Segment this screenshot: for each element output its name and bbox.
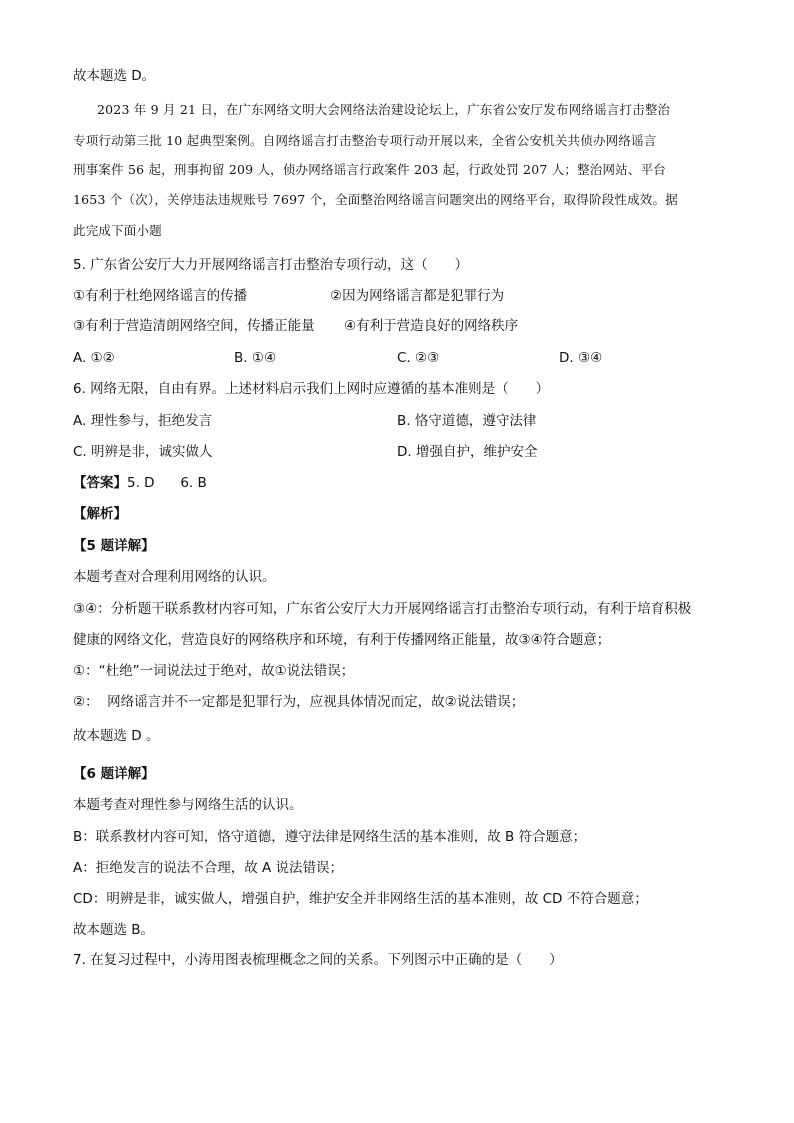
q5-option-b: B. ①④ — [234, 350, 277, 366]
answer-line — [73, 473, 207, 493]
q5-statement-2: ②因为网络谣言都是犯罪行为 — [330, 288, 505, 304]
q5-detail-line-2: ③④：分析题干联系教材内容可知，广东省公安厅大力开展网络谣言打击整治专项行动，有利于培育积极 — [73, 601, 692, 617]
q5-statement-4: ④有利于营造良好的网络秩序 — [344, 318, 519, 334]
answer-text: 5. D 6. B — [127, 475, 207, 491]
prev-conclusion: 故本题选 D。 — [73, 68, 156, 84]
q6-option-a: A. 理性参与，拒绝发言 — [73, 413, 213, 429]
material-line-3: 刑事案件 56 起，刑事拘留 209 人，侦办网络谣言行政案件 203 起，行政处罚 207 人；整治网站、平台 — [73, 162, 666, 177]
material-line-2: 专项行动第三批 10 起典型案例。自网络谣言打击整治专项行动开展以来，全省公安机关共侦办网络谣言 — [73, 133, 657, 148]
q5-statement-1: ①有利于杜绝网络谣言的传播 — [73, 288, 248, 304]
q6-detail-label: 【6 题详解】 — [73, 766, 155, 782]
q6-detail-line-1: 本题考查对理性参与网络生活的认识。 — [73, 797, 303, 813]
q5-statement-3: ③有利于营造清朗网络空间，传播正能量 — [73, 318, 315, 334]
material-line-5: 此完成下面小题 — [73, 223, 162, 238]
q6-detail-line-3: A：拒绝发言的说法不合理，故 A 说法错误； — [73, 860, 344, 876]
q5-detail-line-6: 故本题选 D 。 — [73, 728, 160, 744]
q5-stem: 5. 广东省公安厅大力开展网络谣言打击整治专项行动，这（ ） — [73, 257, 469, 273]
q6-option-b: B. 恪守道德，遵守法律 — [397, 413, 537, 429]
q7-stem: 7. 在复习过程中，小涛用图表梳理概念之间的关系。下列图示中正确的是（ ） — [73, 952, 563, 968]
q6-option-c: C. 明辨是非，诚实做人 — [73, 444, 213, 460]
q5-detail-line-5: ②： 网络谣言并不一定都是犯罪行为，应视具体情况而定，故②说法错误； — [73, 694, 525, 710]
analysis-label: 【解析】 — [73, 506, 127, 522]
q5-option-d: D. ③④ — [559, 350, 603, 366]
q6-stem: 6. 网络无限，自由有界。上述材料启示我们上网时应遵循的基本准则是（ ） — [73, 381, 550, 397]
q5-detail-line-1: 本题考查对合理利用网络的认识。 — [73, 569, 276, 585]
q5-option-c: C. ②③ — [397, 350, 440, 366]
q6-detail-line-4: CD：明辨是非，诚实做人，增强自护，维护安全并非网络生活的基本准则，故 CD 不符合题意； — [73, 891, 648, 907]
q6-detail-line-2: B：联系教材内容可知，恪守道德，遵守法律是网络生活的基本准则，故 B 符合题意； — [73, 829, 587, 845]
q6-detail-line-5: 故本题选 B。 — [73, 922, 155, 938]
q5-detail-line-3: 健康的网络文化，营造良好的网络秩序和环境，有利于传播网络正能量，故③④符合题意； — [73, 632, 611, 648]
q5-option-a: A. ①② — [73, 350, 115, 366]
answer-label: 【答案】 — [73, 475, 127, 491]
material-line-1: 2023 年 9 月 21 日，在广东网络文明大会网络法治建设论坛上，广东省公安厅发布网络谣言打击整治 — [97, 102, 671, 117]
material-line-4: 1653 个（次），关停违法违规账号 7697 个，全面整治网络谣言问题突出的网络平台，取得阶段性成效。据 — [73, 192, 678, 207]
q5-detail-line-4: ①：“杜绝”一词说法过于绝对，故①说法错误； — [73, 663, 355, 679]
q6-option-d: D. 增强自护，维护安全 — [397, 444, 538, 460]
q5-detail-label: 【5 题详解】 — [73, 538, 155, 554]
